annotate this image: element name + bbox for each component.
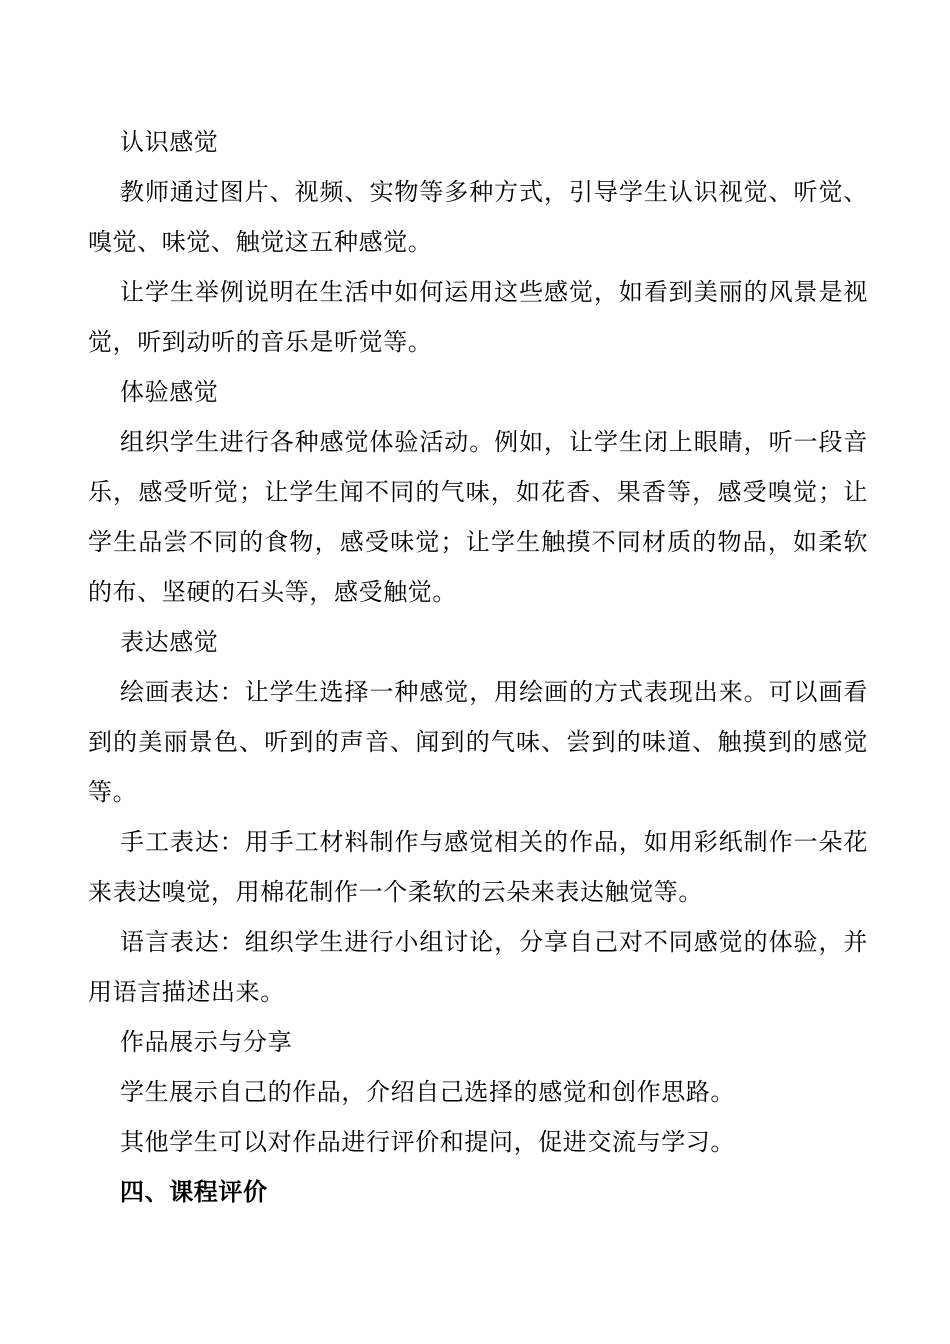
- subheading-express-senses: 表达感觉: [120, 628, 219, 656]
- paragraph-experience-senses: 组织学生进行各种感觉体验活动。例如，让学生闭上眼睛，听一段音乐，感受听觉；让学生闻不同的气味，如花香、果香等，感受嗅觉；让学生品尝不同的食物，感受味觉；让学生触摸不同材质的物品，如柔软的布、坚硬的石头等，感受触觉。: [88, 428, 868, 606]
- paragraph-showcase-1: 学生展示自己的作品，介绍自己选择的感觉和创作思路。: [120, 1078, 735, 1106]
- paragraph-handcraft-expression: 手工表达：用手工材料制作与感觉相关的作品，如用彩纸制作一朵花来表达嗅觉，用棉花制作一个柔软的云朵来表达触觉等。: [88, 828, 868, 906]
- subheading-experience-senses: 体验感觉: [120, 378, 219, 406]
- paragraph-recognize-senses-1: 教师通过图片、视频、实物等多种方式，引导学生认识视觉、听觉、嗅觉、味觉、触觉这五种感觉。: [88, 178, 868, 256]
- paragraph-recognize-senses-2: 让学生举例说明在生活中如何运用这些感觉，如看到美丽的风景是视觉，听到动听的音乐是听觉等。: [88, 278, 868, 356]
- paragraph-showcase-2: 其他学生可以对作品进行评价和提问，促进交流与学习。: [120, 1128, 735, 1156]
- section-heading-evaluation: 四、课程评价: [120, 1177, 268, 1206]
- paragraph-language-expression: 语言表达：组织学生进行小组讨论，分享自己对不同感觉的体验，并用语言描述出来。: [88, 928, 868, 1006]
- paragraph-drawing-expression: 绘画表达：让学生选择一种感觉，用绘画的方式表现出来。可以画看到的美丽景色、听到的声音、闻到的气味、尝到的味道、触摸到的感觉等。: [88, 678, 868, 806]
- document-body: [88, 117, 868, 1217]
- subheading-recognize-senses: 认识感觉: [120, 128, 219, 156]
- subheading-showcase: 作品展示与分享: [120, 1028, 293, 1056]
